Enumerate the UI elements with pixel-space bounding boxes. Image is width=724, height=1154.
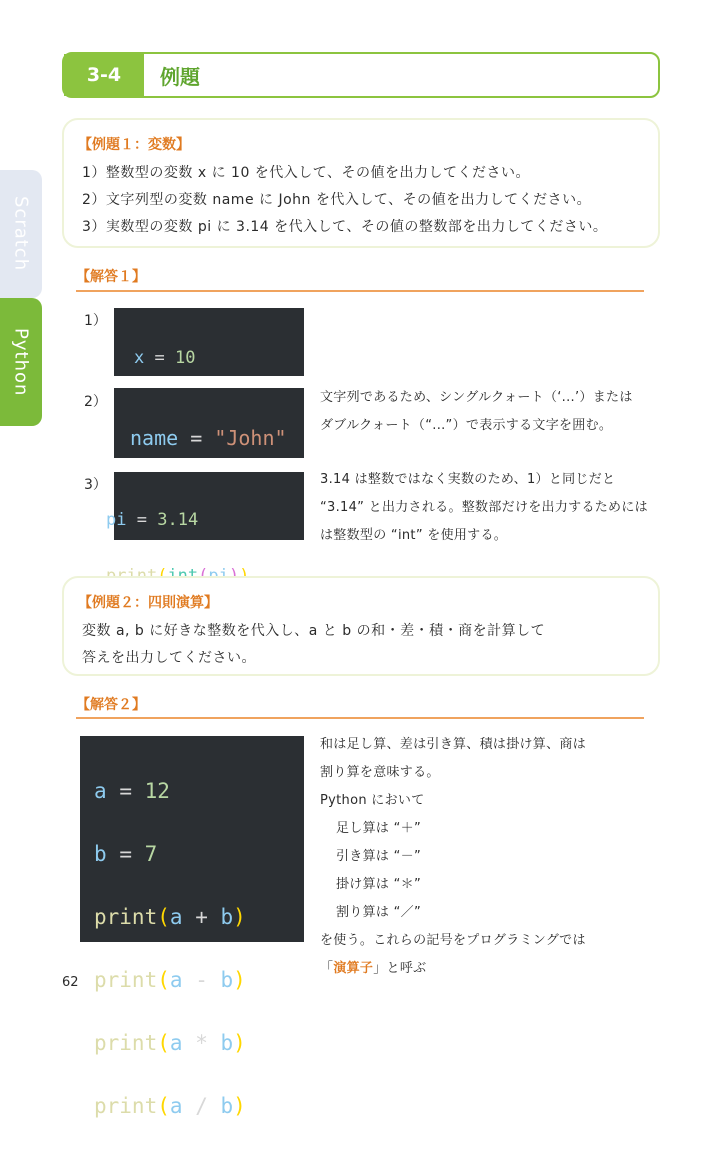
problem-2-line-1: 変数 a, b に好きな整数を代入し、a と b の和・差・積・商を計算して <box>82 623 546 639</box>
code-line: print(a - b) <box>94 967 246 992</box>
problem-1-line-2: 2）文字列型の変数 name に John を代入して、その値を出力してください。 <box>82 192 592 208</box>
answer-1-item-2-number: 2） <box>84 394 107 410</box>
operator-term: 演算子 <box>333 961 374 976</box>
answer-1-item-3-number: 3） <box>84 477 107 493</box>
code-line: pi = 3.14 <box>106 510 199 530</box>
answer-2-explanation <box>320 731 586 983</box>
tab-scratch[interactable] <box>0 170 42 298</box>
problem-1-line-3: 3）実数型の変数 pi に 3.14 を代入して、その値の整数部を出力してください。 <box>82 219 608 235</box>
code-block-2 <box>114 388 304 458</box>
code-line: print(a * b) <box>94 1030 246 1055</box>
explanation-line: 和は足し算、差は引き算、積は掛け算、商は <box>320 737 587 752</box>
problem-1-line-1: 1）整数型の変数 x に 10 を代入して、その値を出力してください。 <box>82 165 531 181</box>
tab-python[interactable] <box>0 298 42 426</box>
code-line: b = 7 <box>94 841 158 866</box>
tab-scratch-label: Scratch <box>10 196 32 272</box>
explanation-line: “3.14” と出力される。整数部だけを出力するためには <box>320 500 648 515</box>
explanation-line: 掛け算は “＊” <box>336 877 422 892</box>
code-line: print(a / b) <box>94 1093 246 1118</box>
tab-python-label: Python <box>10 327 32 397</box>
explanation-line: 文字列であるため、シングルクォート（‘...’）または <box>320 390 633 405</box>
answer-1-item-1-number: 1） <box>84 313 107 329</box>
section-header <box>62 52 660 98</box>
answer-2-title: 【解答２】 <box>76 697 146 713</box>
explanation-line: 引き算は “－” <box>336 849 422 864</box>
code-block-3 <box>106 472 304 540</box>
answer-1-title: 【解答１】 <box>76 269 146 285</box>
explanation-line: 割り算を意味する。 <box>320 765 440 780</box>
answer-1-item-3-explanation <box>320 466 648 550</box>
code-line: name = "John" <box>130 426 287 450</box>
answer-2-divider <box>76 717 644 719</box>
explanation-line: を使う。これらの記号をプログラミングでは <box>320 933 586 948</box>
problem-2-box <box>62 576 660 676</box>
code-block-1 <box>114 308 304 376</box>
explanation-line: は整数型の “int” を使用する。 <box>320 528 508 543</box>
answer-1-item-2-explanation <box>320 384 633 440</box>
section-number: 3-4 <box>64 54 144 96</box>
code-line: a = 12 <box>94 778 170 803</box>
explanation-line: ダブルクォート（“...”）で表示する文字を囲む。 <box>320 418 613 433</box>
problem-1-title: 【例題１：変数】 <box>78 137 190 153</box>
answer-1-divider <box>76 290 644 292</box>
explanation-line: 割り算は “／” <box>336 905 422 920</box>
code-line: x = 10 <box>134 348 196 368</box>
problem-1-box <box>62 118 660 248</box>
explanation-line: 足し算は “＋” <box>336 821 422 836</box>
section-title: 例題 <box>160 64 200 89</box>
explanation-line: 3.14 は整数ではなく実数のため、1）と同じだと <box>320 472 616 487</box>
page-number: 62 <box>62 975 79 990</box>
code-line: print(a + b) <box>94 904 246 929</box>
problem-2-line-2: 答えを出力してください。 <box>82 650 256 666</box>
explanation-line: 「演算子」と呼ぶ <box>320 961 427 976</box>
code-block-arithmetic <box>80 736 304 1118</box>
problem-2-title: 【例題２：四則演算】 <box>78 595 218 611</box>
explanation-line: Python において <box>320 793 425 808</box>
